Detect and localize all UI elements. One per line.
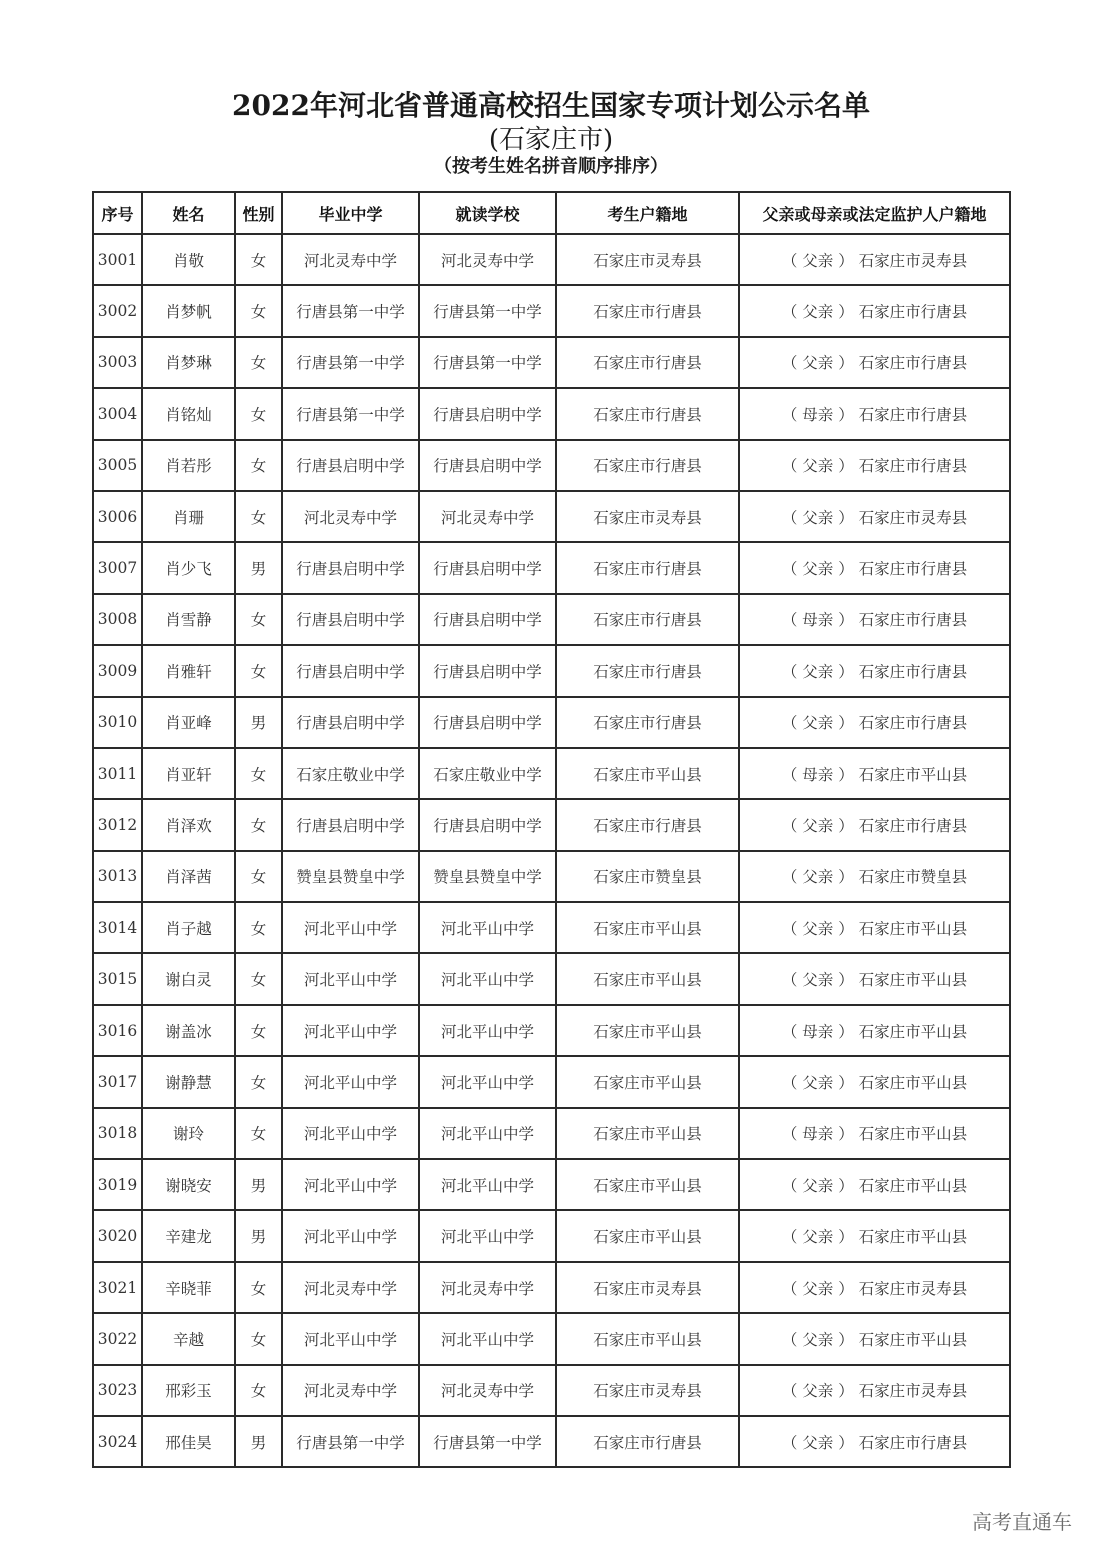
- row-gender: 女: [235, 388, 282, 439]
- table-row: [93, 1313, 1010, 1364]
- row-current-school: 行唐县启明中学: [419, 542, 556, 593]
- row-residence: 石家庄市平山县: [556, 1108, 739, 1159]
- row-gender: 女: [235, 953, 282, 1004]
- row-grad-school: 行唐县第一中学: [282, 1416, 419, 1467]
- row-gender: 男: [235, 1416, 282, 1467]
- row-residence: 石家庄市灵寿县: [556, 1262, 739, 1313]
- page-title: 2022年河北省普通高校招生国家专项计划公示名单: [232, 89, 870, 122]
- row-name: 肖子越: [142, 902, 235, 953]
- table-row: [93, 234, 1010, 285]
- row-guardian-residence: （ 父亲 ） 石家庄市行唐县: [739, 337, 1010, 388]
- row-gender: 女: [235, 285, 282, 336]
- row-current-school: 行唐县第一中学: [419, 1416, 556, 1467]
- row-name: 肖亚峰: [142, 697, 235, 748]
- row-residence: 石家庄市灵寿县: [556, 1365, 739, 1416]
- row-current-school: 行唐县启明中学: [419, 594, 556, 645]
- row-name: 肖敬: [142, 234, 235, 285]
- table-row: [93, 285, 1010, 336]
- page-subtitle: (石家庄市): [488, 125, 614, 155]
- row-name: 谢静慧: [142, 1056, 235, 1107]
- table-row: [93, 1365, 1010, 1416]
- row-grad-school: 河北平山中学: [282, 1005, 419, 1056]
- table-row: [93, 1056, 1010, 1107]
- row-grad-school: 行唐县启明中学: [282, 440, 419, 491]
- row-guardian-residence: （ 母亲 ） 石家庄市平山县: [739, 1108, 1010, 1159]
- table-row: [93, 748, 1010, 799]
- row-current-school: 河北平山中学: [419, 1005, 556, 1056]
- row-grad-school: 河北平山中学: [282, 1210, 419, 1261]
- row-residence: 石家庄市行唐县: [556, 542, 739, 593]
- row-residence: 石家庄市平山县: [556, 748, 739, 799]
- row-residence: 石家庄市行唐县: [556, 1416, 739, 1467]
- row-grad-school: 河北灵寿中学: [282, 234, 419, 285]
- row-current-school: 行唐县启明中学: [419, 440, 556, 491]
- row-name: 肖泽欢: [142, 799, 235, 850]
- table-row: [93, 902, 1010, 953]
- row-grad-school: 河北平山中学: [282, 953, 419, 1004]
- watermark-text: 高考直通车: [972, 1510, 1072, 1534]
- row-current-school: 河北灵寿中学: [419, 1262, 556, 1313]
- row-name: 肖梦琳: [142, 337, 235, 388]
- row-name: 谢白灵: [142, 953, 235, 1004]
- table-row: [93, 1108, 1010, 1159]
- table-row: [93, 594, 1010, 645]
- row-grad-school: 河北灵寿中学: [282, 491, 419, 542]
- row-name: 辛建龙: [142, 1210, 235, 1261]
- row-guardian-residence: （ 父亲 ） 石家庄市平山县: [739, 1056, 1010, 1107]
- row-current-school: 河北平山中学: [419, 1108, 556, 1159]
- table-row: [93, 1210, 1010, 1261]
- row-gender: 男: [235, 1210, 282, 1261]
- row-grad-school: 石家庄敬业中学: [282, 748, 419, 799]
- row-grad-school: 河北平山中学: [282, 1313, 419, 1364]
- row-current-school: 赞皇县赞皇中学: [419, 851, 556, 902]
- row-seq: 3002: [93, 285, 142, 336]
- table-row: [93, 337, 1010, 388]
- table-row: [93, 1159, 1010, 1210]
- row-residence: 石家庄市平山县: [556, 1313, 739, 1364]
- row-guardian-residence: （ 父亲 ） 石家庄市行唐县: [739, 440, 1010, 491]
- header-seq: 序号: [93, 192, 142, 234]
- row-residence: 石家庄市平山县: [556, 1159, 739, 1210]
- row-seq: 3009: [93, 645, 142, 696]
- row-residence: 石家庄市行唐县: [556, 645, 739, 696]
- row-seq: 3003: [93, 337, 142, 388]
- row-gender: 女: [235, 748, 282, 799]
- row-name: 肖雅轩: [142, 645, 235, 696]
- row-seq: 3015: [93, 953, 142, 1004]
- table-row: [93, 440, 1010, 491]
- row-guardian-residence: （ 母亲 ） 石家庄市行唐县: [739, 388, 1010, 439]
- row-gender: 女: [235, 851, 282, 902]
- row-residence: 石家庄市灵寿县: [556, 234, 739, 285]
- row-current-school: 行唐县启明中学: [419, 388, 556, 439]
- row-current-school: 行唐县启明中学: [419, 799, 556, 850]
- row-seq: 3012: [93, 799, 142, 850]
- row-seq: 3022: [93, 1313, 142, 1364]
- row-seq: 3016: [93, 1005, 142, 1056]
- row-grad-school: 行唐县启明中学: [282, 594, 419, 645]
- row-grad-school: 行唐县启明中学: [282, 645, 419, 696]
- row-residence: 石家庄市平山县: [556, 1056, 739, 1107]
- table-row: [93, 1262, 1010, 1313]
- header-gender: 性别: [235, 192, 282, 234]
- row-guardian-residence: （ 父亲 ） 石家庄市行唐县: [739, 645, 1010, 696]
- row-name: 肖雪静: [142, 594, 235, 645]
- row-gender: 女: [235, 337, 282, 388]
- table-row: [93, 697, 1010, 748]
- header-current-school: 就读学校: [419, 192, 556, 234]
- row-grad-school: 河北灵寿中学: [282, 1365, 419, 1416]
- row-current-school: 行唐县第一中学: [419, 285, 556, 336]
- row-seq: 3024: [93, 1416, 142, 1467]
- row-name: 肖若彤: [142, 440, 235, 491]
- row-guardian-residence: （ 母亲 ） 石家庄市平山县: [739, 748, 1010, 799]
- row-gender: 男: [235, 542, 282, 593]
- table-row: [93, 645, 1010, 696]
- row-grad-school: 行唐县启明中学: [282, 542, 419, 593]
- row-current-school: 河北平山中学: [419, 953, 556, 1004]
- row-guardian-residence: （ 父亲 ） 石家庄市灵寿县: [739, 1262, 1010, 1313]
- row-guardian-residence: （ 母亲 ） 石家庄市平山县: [739, 1005, 1010, 1056]
- row-residence: 石家庄市行唐县: [556, 697, 739, 748]
- row-residence: 石家庄市平山县: [556, 1005, 739, 1056]
- row-gender: 女: [235, 234, 282, 285]
- row-name: 辛晓菲: [142, 1262, 235, 1313]
- row-residence: 石家庄市行唐县: [556, 440, 739, 491]
- row-current-school: 河北平山中学: [419, 1056, 556, 1107]
- row-gender: 男: [235, 1159, 282, 1210]
- row-current-school: 河北平山中学: [419, 1159, 556, 1210]
- row-seq: 3013: [93, 851, 142, 902]
- row-current-school: 石家庄敬业中学: [419, 748, 556, 799]
- table-row: [93, 542, 1010, 593]
- row-current-school: 行唐县启明中学: [419, 645, 556, 696]
- row-residence: 石家庄市行唐县: [556, 594, 739, 645]
- row-guardian-residence: （ 父亲 ） 石家庄市平山县: [739, 902, 1010, 953]
- row-name: 肖铭灿: [142, 388, 235, 439]
- row-seq: 3005: [93, 440, 142, 491]
- row-residence: 石家庄市赞皇县: [556, 851, 739, 902]
- row-guardian-residence: （ 父亲 ） 石家庄市灵寿县: [739, 491, 1010, 542]
- row-gender: 男: [235, 697, 282, 748]
- row-current-school: 河北平山中学: [419, 902, 556, 953]
- table-row: [93, 799, 1010, 850]
- row-gender: 女: [235, 902, 282, 953]
- row-guardian-residence: （ 父亲 ） 石家庄市灵寿县: [739, 234, 1010, 285]
- row-current-school: 行唐县启明中学: [419, 697, 556, 748]
- row-guardian-residence: （ 父亲 ） 石家庄市行唐县: [739, 285, 1010, 336]
- row-guardian-residence: （ 父亲 ） 石家庄市赞皇县: [739, 851, 1010, 902]
- row-guardian-residence: （ 父亲 ） 石家庄市行唐县: [739, 1416, 1010, 1467]
- row-name: 肖梦帆: [142, 285, 235, 336]
- row-gender: 女: [235, 1056, 282, 1107]
- row-gender: 女: [235, 1313, 282, 1364]
- row-seq: 3021: [93, 1262, 142, 1313]
- row-name: 邢彩玉: [142, 1365, 235, 1416]
- row-guardian-residence: （ 母亲 ） 石家庄市行唐县: [739, 594, 1010, 645]
- row-current-school: 河北灵寿中学: [419, 1365, 556, 1416]
- row-seq: 3018: [93, 1108, 142, 1159]
- row-seq: 3014: [93, 902, 142, 953]
- row-gender: 女: [235, 1365, 282, 1416]
- row-residence: 石家庄市平山县: [556, 902, 739, 953]
- table-row: [93, 1416, 1010, 1467]
- row-name: 谢玲: [142, 1108, 235, 1159]
- sort-note: （按考生姓名拼音顺序排序）: [434, 156, 668, 177]
- row-name: 谢盖冰: [142, 1005, 235, 1056]
- row-gender: 女: [235, 1108, 282, 1159]
- row-residence: 石家庄市灵寿县: [556, 491, 739, 542]
- row-grad-school: 行唐县启明中学: [282, 697, 419, 748]
- row-name: 肖少飞: [142, 542, 235, 593]
- row-grad-school: 行唐县第一中学: [282, 337, 419, 388]
- row-residence: 石家庄市平山县: [556, 1210, 739, 1261]
- row-guardian-residence: （ 父亲 ） 石家庄市灵寿县: [739, 1365, 1010, 1416]
- row-name: 辛越: [142, 1313, 235, 1364]
- row-gender: 女: [235, 594, 282, 645]
- row-grad-school: 河北平山中学: [282, 1159, 419, 1210]
- row-gender: 女: [235, 1005, 282, 1056]
- row-grad-school: 河北平山中学: [282, 1056, 419, 1107]
- row-current-school: 河北平山中学: [419, 1313, 556, 1364]
- row-residence: 石家庄市行唐县: [556, 337, 739, 388]
- row-guardian-residence: （ 父亲 ） 石家庄市平山县: [739, 1313, 1010, 1364]
- row-name: 邢佳昊: [142, 1416, 235, 1467]
- table-header-row: [93, 192, 1010, 234]
- header-guardian-residence: 父亲或母亲或法定监护人户籍地: [739, 192, 1010, 234]
- row-seq: 3007: [93, 542, 142, 593]
- row-grad-school: 河北平山中学: [282, 902, 419, 953]
- row-seq: 3001: [93, 234, 142, 285]
- row-grad-school: 河北平山中学: [282, 1108, 419, 1159]
- row-seq: 3020: [93, 1210, 142, 1261]
- row-grad-school: 赞皇县赞皇中学: [282, 851, 419, 902]
- row-gender: 女: [235, 1262, 282, 1313]
- row-current-school: 河北灵寿中学: [419, 234, 556, 285]
- table-row: [93, 491, 1010, 542]
- header-name: 姓名: [142, 192, 235, 234]
- table-row: [93, 1005, 1010, 1056]
- row-current-school: 河北灵寿中学: [419, 491, 556, 542]
- row-guardian-residence: （ 父亲 ） 石家庄市平山县: [739, 1210, 1010, 1261]
- row-seq: 3010: [93, 697, 142, 748]
- row-guardian-residence: （ 父亲 ） 石家庄市平山县: [739, 1159, 1010, 1210]
- row-name: 肖亚轩: [142, 748, 235, 799]
- row-gender: 女: [235, 491, 282, 542]
- row-grad-school: 行唐县启明中学: [282, 799, 419, 850]
- row-gender: 女: [235, 799, 282, 850]
- row-seq: 3023: [93, 1365, 142, 1416]
- row-seq: 3004: [93, 388, 142, 439]
- row-seq: 3011: [93, 748, 142, 799]
- row-current-school: 行唐县第一中学: [419, 337, 556, 388]
- row-current-school: 河北平山中学: [419, 1210, 556, 1261]
- row-seq: 3019: [93, 1159, 142, 1210]
- row-name: 谢晓安: [142, 1159, 235, 1210]
- row-name: 肖泽茜: [142, 851, 235, 902]
- row-grad-school: 河北灵寿中学: [282, 1262, 419, 1313]
- row-residence: 石家庄市行唐县: [556, 285, 739, 336]
- table-row: [93, 851, 1010, 902]
- row-gender: 女: [235, 440, 282, 491]
- row-residence: 石家庄市行唐县: [556, 799, 739, 850]
- table-row: [93, 388, 1010, 439]
- row-seq: 3017: [93, 1056, 142, 1107]
- row-residence: 石家庄市行唐县: [556, 388, 739, 439]
- row-grad-school: 行唐县第一中学: [282, 285, 419, 336]
- row-guardian-residence: （ 父亲 ） 石家庄市平山县: [739, 953, 1010, 1004]
- roster-table: [92, 191, 1011, 1468]
- row-grad-school: 行唐县第一中学: [282, 388, 419, 439]
- row-guardian-residence: （ 父亲 ） 石家庄市行唐县: [739, 799, 1010, 850]
- row-seq: 3006: [93, 491, 142, 542]
- row-guardian-residence: （ 父亲 ） 石家庄市行唐县: [739, 542, 1010, 593]
- table-row: [93, 953, 1010, 1004]
- row-gender: 女: [235, 645, 282, 696]
- row-residence: 石家庄市平山县: [556, 953, 739, 1004]
- row-guardian-residence: （ 父亲 ） 石家庄市行唐县: [739, 697, 1010, 748]
- row-seq: 3008: [93, 594, 142, 645]
- header-grad-school: 毕业中学: [282, 192, 419, 234]
- row-name: 肖珊: [142, 491, 235, 542]
- header-residence: 考生户籍地: [556, 192, 739, 234]
